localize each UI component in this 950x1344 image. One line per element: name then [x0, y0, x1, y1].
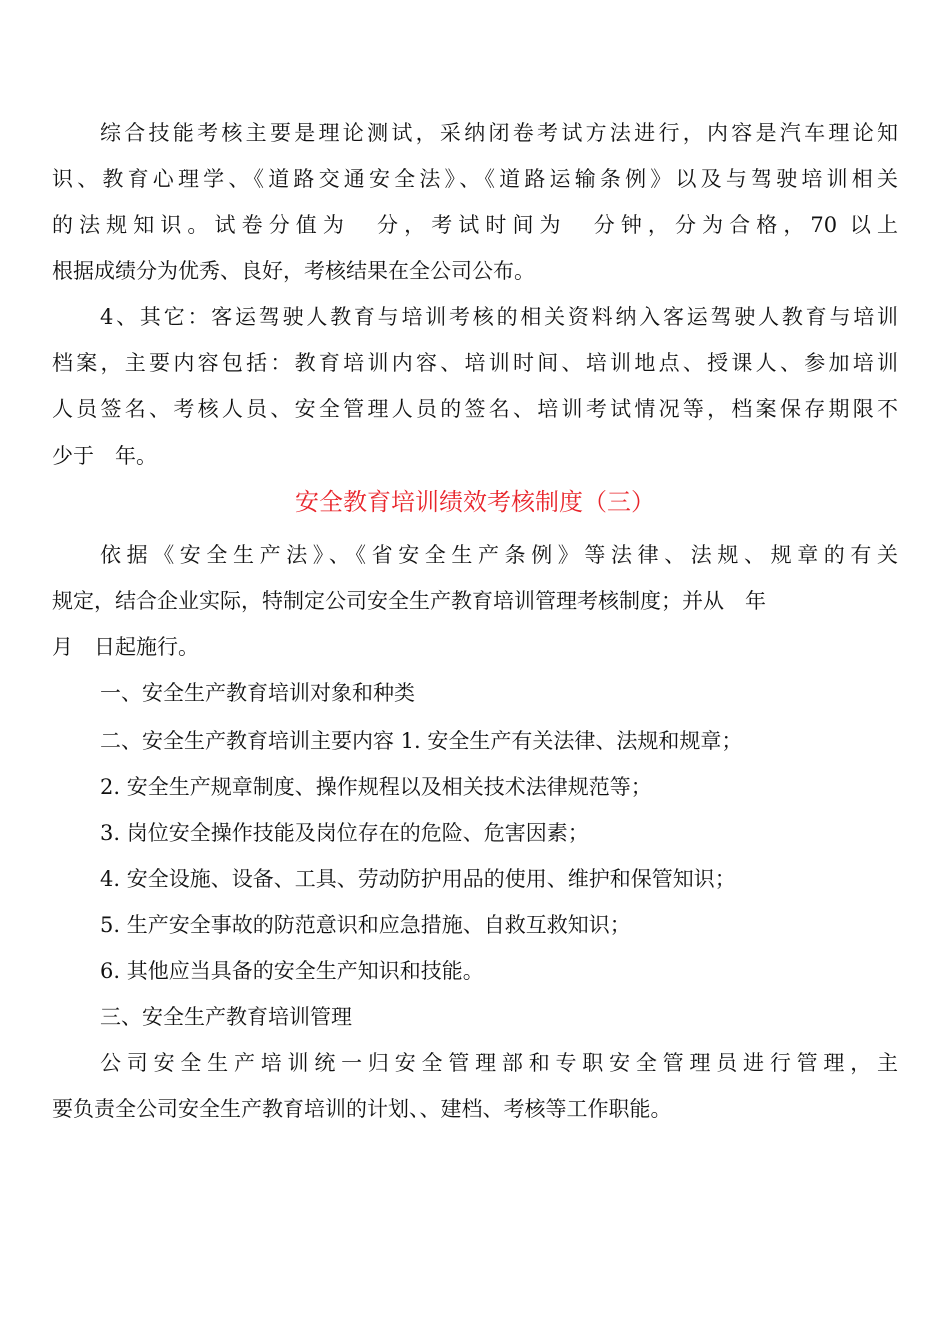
- paragraph-line: 规定，结合企业实际，特制定公司安全生产教育培训管理考核制度；并从 年: [52, 589, 766, 613]
- list-item: 6. 其他应当具备的安全生产知识和技能。: [100, 959, 484, 983]
- paragraph-line: 公司安全生产培训统一归安全管理部和专职安全管理员进行管理，主: [100, 1051, 898, 1075]
- paragraph-line: 依据《安全生产法》、《省安全生产条例》等法律、法规、规章的有关: [100, 543, 898, 567]
- paragraph-line: 要负责全公司安全生产教育培训的计划、、建档、考核等工作职能。: [52, 1097, 672, 1121]
- list-item: 二、安全生产教育培训主要内容 1. 安全生产有关法律、法规和规章；: [100, 729, 743, 753]
- section-heading: 安全教育培训绩效考核制度（三）: [295, 488, 655, 516]
- paragraph-line: 月 日起施行。: [52, 635, 199, 659]
- list-item: 2. 安全生产规章制度、操作规程以及相关技术法律规范等；: [100, 775, 652, 799]
- paragraph-line: 4、其它：客运驾驶人教育与培训考核的相关资料纳入客运驾驶人教育与培训: [100, 305, 898, 329]
- paragraph-line: 人员签名、考核人员、安全管理人员的签名、培训考试情况等，档案保存期限不: [52, 397, 898, 421]
- paragraph-line: 少于 年。: [52, 444, 157, 468]
- list-item: 5. 生产安全事故的防范意识和应急措施、自救互救知识；: [100, 913, 631, 937]
- paragraph-line: 综合技能考核主要是理论测试，采纳闭卷考试方法进行，内容是汽车理论知: [100, 121, 898, 145]
- list-item: 3. 岗位安全操作技能及岗位存在的危险、危害因素；: [100, 821, 589, 845]
- list-item: 4. 安全设施、设备、工具、劳动防护用品的使用、维护和保管知识；: [100, 867, 736, 891]
- list-item: 三、安全生产教育培训管理: [100, 1005, 352, 1029]
- paragraph-line: 档案，主要内容包括：教育培训内容、培训时间、培训地点、授课人、参加培训: [52, 351, 898, 375]
- paragraph-line: 根据成绩分为优秀、良好，考核结果在全公司公布。: [52, 259, 535, 283]
- list-item: 一、安全生产教育培训对象和种类: [100, 681, 415, 705]
- paragraph-line: 的法规知识。试卷分值为 分，考试时间为 分钟，分为合格，70 以上: [52, 213, 898, 237]
- paragraph-line: 识、教育心理学、《道路交通安全法》、《道路运输条例》以及与驾驶培训相关: [52, 167, 898, 191]
